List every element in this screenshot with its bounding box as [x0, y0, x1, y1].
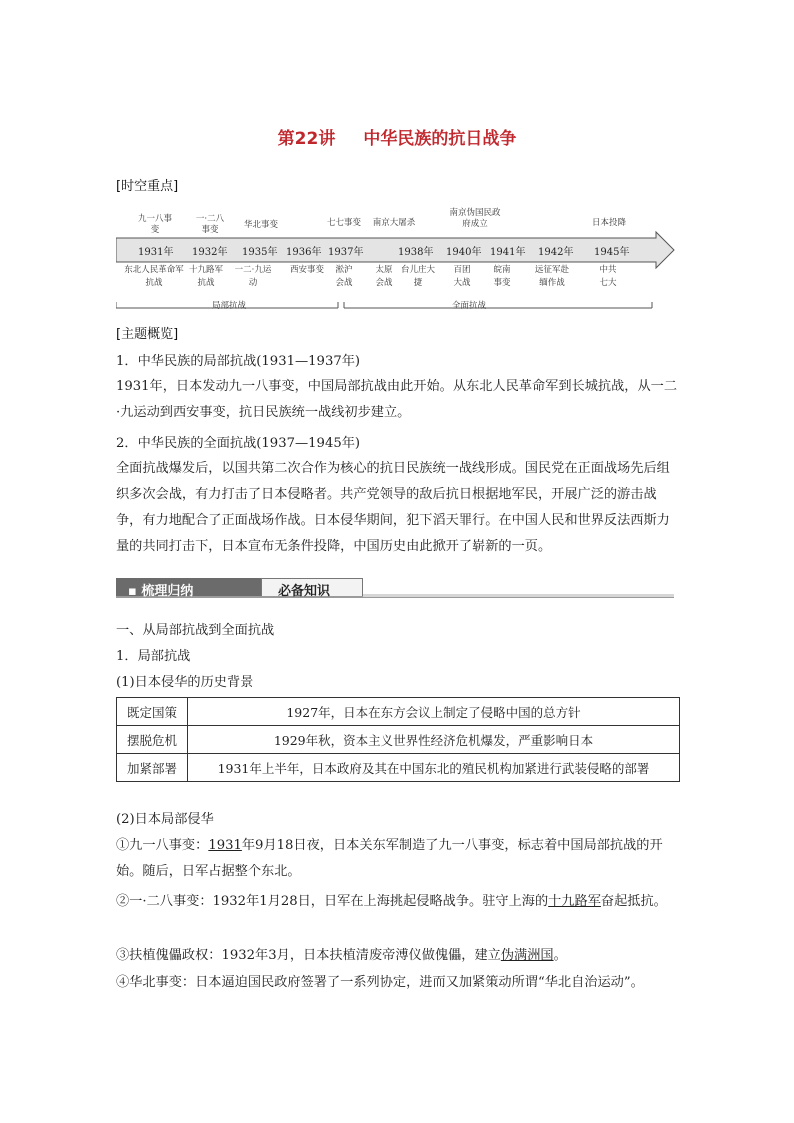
year-label: 1932年 — [192, 247, 228, 258]
table-row — [117, 698, 680, 726]
item-128 — [116, 889, 680, 915]
item-text: 年9月18日夜，日本关东军制造了九一八事变，标志着中国局部抗战的开始。随后，日军占据整个东北。 — [116, 838, 663, 879]
event-7th-congress: 中共七大 — [599, 265, 617, 288]
underlined-answer: 十九路军 — [548, 894, 601, 909]
event-128: 一·二八事变 — [195, 214, 225, 235]
table-row — [117, 754, 680, 782]
page-title — [0, 124, 794, 149]
background-table — [116, 697, 680, 782]
table-cell-value: 1931年上半年，日本政府及其在中国东北的殖民机构加紧进行武装侵略的部署 — [188, 754, 680, 782]
item-text: 奋起抵抗。 — [600, 894, 667, 909]
event-wannan-incident: 皖南事变 — [493, 265, 511, 288]
year-label: 1931年 — [138, 247, 174, 258]
banner-summary-label: ▪ 梳理归纳 — [128, 584, 194, 599]
item-huabei: ④华北事变：日本逼迫国民政府签署了一系列协定，进而又加紧策动所谓“华北自治运动”。 — [116, 975, 644, 990]
event-japan-surrender: 日本投降 — [591, 218, 626, 228]
underlined-answer: 伪满洲国 — [500, 948, 554, 963]
subsubsection-heading: (1)日本侵华的历史背景 — [116, 675, 254, 690]
table-cell-key: 摆脱危机 — [117, 726, 188, 754]
overview-section-tag: [主题概览] — [116, 327, 179, 342]
event-northeast-army: 东北人民革命军抗战 — [124, 265, 184, 288]
overview-paragraph-1: 1931年，日本发动九一八事变，中国局部抗战由此开始。从东北人民革命军到长城抗战，从一二·九运动到西安事变，抗日民族统一战线初步建立。 — [116, 379, 678, 420]
banner-knowledge-label: 必备知识 — [278, 584, 331, 599]
item-text: ③扶植傀儡政权：1932年3月，日本扶植清废帝溥仪做傀儡，建立 — [116, 948, 501, 963]
table-cell-key: 既定国策 — [117, 698, 188, 726]
event-918: 九一八事变 — [138, 214, 173, 235]
event-xian-incident: 西安事变 — [289, 265, 324, 275]
event-hundred-regiments: 百团大战 — [453, 265, 471, 288]
subsubsection-heading-2: (2)日本局部侵华 — [116, 812, 214, 827]
year-label: 1936年 — [286, 247, 322, 258]
year-label: 1941年 — [490, 247, 526, 258]
event-burma-expedition: 远征军赴缅作战 — [534, 265, 569, 288]
event-19th-army: 十九路军抗战 — [188, 265, 223, 288]
overview-heading-1: 1．中华民族的局部抗战(1931—1937年) — [116, 354, 361, 369]
table-cell-value: 1929年秋，资本主义世界性经济危机爆发，严重影响日本 — [188, 726, 680, 754]
phase-full-resistance: 全面抗战 — [452, 301, 487, 311]
phase-partial-resistance: 局部抗战 — [212, 301, 247, 311]
year-label: 1942年 — [538, 247, 574, 258]
item-918 — [116, 833, 680, 885]
year-label: 1945年 — [594, 247, 630, 258]
event-nanjing-massacre: 南京大屠杀 — [372, 218, 416, 228]
event-songhu-battle: 淞沪会战 — [335, 265, 353, 288]
year-label: 1940年 — [446, 247, 482, 258]
subsection-heading: 1．局部抗战 — [116, 649, 191, 664]
item-text: ②一·二八事变：1932年1月28日，日军在上海挑起侵略战争。驻守上海的 — [116, 894, 549, 909]
table-row — [117, 726, 680, 754]
section-heading: 一、从局部抗战到全面抗战 — [116, 623, 275, 638]
underlined-answer: 1931 — [208, 838, 242, 853]
event-129-movement: 一二·九运动 — [234, 265, 272, 288]
timeline-section-tag: [时空重点] — [116, 179, 179, 194]
event-taiyuan-battle: 太原会战 — [375, 265, 393, 288]
section-banner — [116, 578, 674, 598]
banner-rule — [363, 594, 674, 597]
item-puppet-regime — [116, 943, 680, 969]
table-cell-key: 加紧部署 — [117, 754, 188, 782]
event-huabei: 华北事变 — [243, 220, 278, 230]
year-label: 1938年 — [398, 247, 434, 258]
year-label: 1935年 — [242, 247, 278, 258]
timeline-figure — [116, 200, 678, 315]
overview-heading-2: 2．中华民族的全面抗战(1937—1945年) — [116, 436, 361, 451]
event-77: 七七事变 — [326, 218, 361, 228]
item-text: ①九一八事变： — [116, 838, 209, 853]
item-text: 。 — [553, 948, 567, 963]
year-label: 1937年 — [328, 247, 364, 258]
lecture-number: 第22讲 — [277, 129, 336, 149]
event-taierzhuang: 台儿庄大捷 — [400, 265, 435, 288]
overview-paragraph-2: 全面抗战爆发后，以国共第二次合作为核心的抗日民族统一战线形成。国民党在正面战场先后组织多次会战，有力打击了日本侵略者。共产党领导的敌后抗日根据地军民，开展广泛的游击战争，有力地配合了正面战场作战。日本侵华期间，犯下滔天罪行。在中国人民和世界反法西斯力量的共同打击下，日本宣布无条件投降，中国历史由此掀开了崭新的一页。 — [116, 461, 670, 554]
lecture-name: 中华民族的抗日战争 — [363, 129, 517, 149]
event-wang-regime: 南京伪国民政府成立 — [449, 208, 501, 229]
table-cell-value: 1927年，日本在东方会议上制定了侵略中国的总方针 — [188, 698, 680, 726]
